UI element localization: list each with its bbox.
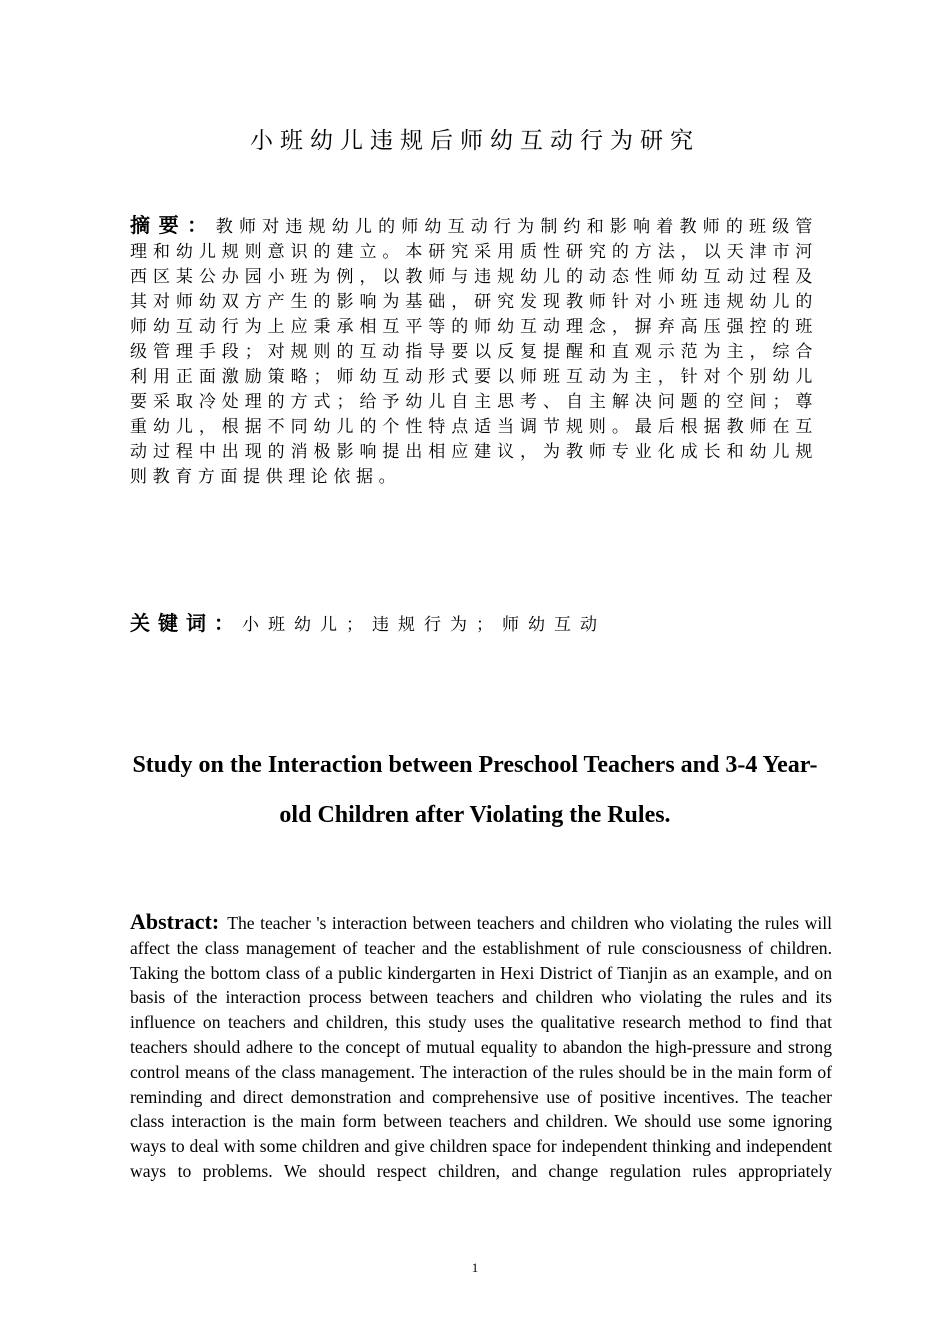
english-abstract <box>130 910 832 1184</box>
chinese-abstract <box>130 213 818 490</box>
english-abstract-text: The teacher 's interaction between teachers and children who violating the rules will affect the class management of teacher and the establishment of rule consciousness of children. Taking the bottom class of a public kindergarten in Hexi District of Tianjin as an example, and on basis of the interaction process between teachers and children who violating the rules and its influence on teachers and children, this study uses the qualitative research method to find that teachers should adhere to the concept of mutual equality to abandon the high-pressure and strong control means of the class management. The interaction of the rules should be in the main form of reminding and direct demonstration and comprehensive use of positive incentives. The teacher class interaction is the main form between teachers and children. We should use some ignoring ways to deal with some children and give children space for independent thinking and independent ways to problems. We should respect children, and change regulation rules appropriately <box>130 913 832 1181</box>
english-abstract-label: Abstract: <box>130 909 220 934</box>
page-number: 1 <box>471 1260 479 1275</box>
chinese-keywords-text: 小班幼儿；违规行为；师幼互动 <box>242 615 606 635</box>
chinese-abstract-text: 教师对违规幼儿的师幼互动行为制约和影响着教师的班级管理和幼儿规则意识的建立。本研究采用质性研究的方法，以天津市河西区某公办园小班为例，以教师与违规幼儿的动态性师幼互动过程及其对师幼双方产生的影响为基础，研究发现教师针对小班违规幼儿的师幼互动行为上应秉承相互平等的师幼互动理念，摒弃高压强控的班级管理手段；对规则的互动指导要以反复提醒和直观示范为主，综合利用正面激励策略；师幼互动形式要以师班互动为主，针对个别幼儿要采取冷处理的方式；给予幼儿自主思考、自主解决问题的空间；尊重幼儿，根据不同幼儿的个性特点适当调节规则。最后根据教师在互动过程中出现的消极影响提出相应建议，为教师专业化成长和幼儿规则教育方面提供理论依据。 <box>130 217 818 487</box>
chinese-keywords-label: 关键词： <box>130 611 242 635</box>
chinese-title: 小班幼儿违规后师幼互动行为研究 <box>250 128 700 154</box>
chinese-abstract-label: 摘要： <box>130 213 216 237</box>
chinese-keywords <box>130 611 830 638</box>
english-title: Study on the Interaction between Preschool Teachers and 3-4 Year-old Children after Violating the Rules. <box>132 752 818 828</box>
